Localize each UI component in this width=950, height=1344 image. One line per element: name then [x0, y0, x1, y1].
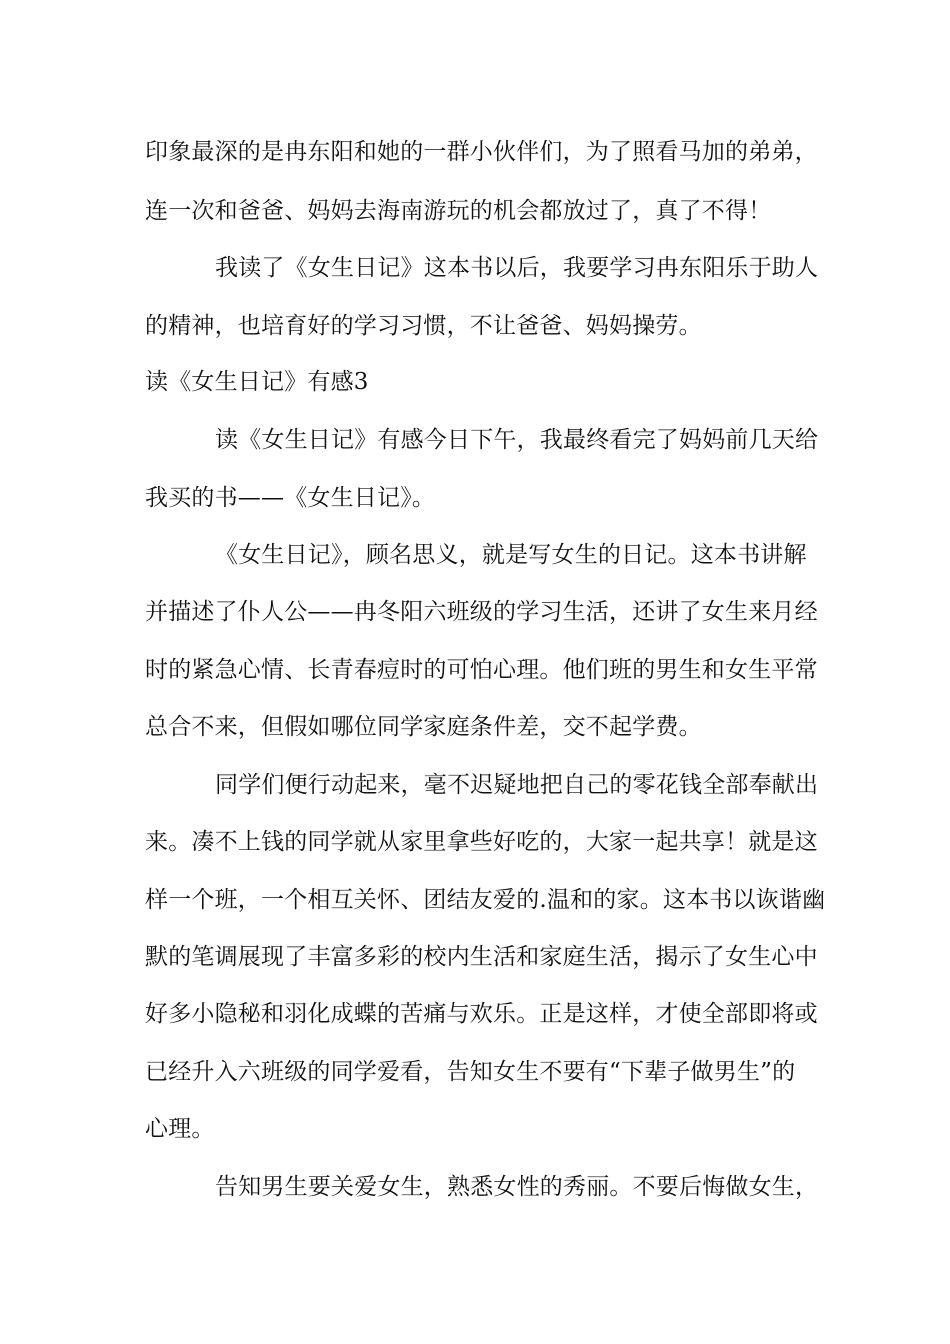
text-line: 并描述了仆人公——冉冬阳六班级的学习生活，还讲了女生来月经: [145, 599, 818, 625]
text-line: 总合不来，但假如哪位同学家庭条件差，交不起学费。: [145, 714, 702, 740]
section-heading: 读《女生日记》有感3: [145, 369, 369, 395]
paragraph-start-line: 《女生日记》，顾名思义，就是写女生的日记。这本书讲解: [215, 542, 807, 568]
text-line: 来。凑不上钱的同学就从家里拿些好吃的，大家一起共享！就是这: [145, 829, 818, 855]
text-line: 时的紧急心情、长青春痘时的可怕心理。他们班的男生和女生平常: [145, 657, 818, 683]
text-line: 好多小隐秘和羽化成蝶的苦痛与欢乐。正是这样，才使全部即将或: [145, 1001, 818, 1027]
text-line: 默的笔调展现了丰富多彩的校内生活和家庭生活，揭示了女生心中: [145, 944, 818, 970]
paragraph-start-line: 读《女生日记》有感今日下午，我最终看完了妈妈前几天给: [215, 427, 819, 453]
text-line: 连一次和爸爸、妈妈去海南游玩的机会都放过了，真了不得！: [145, 198, 772, 224]
paragraph-start-line: 同学们便行动起来，毫不迟疑地把自己的零花钱全部奉献出: [215, 772, 819, 798]
text-line: 的精神，也培育好的学习习惯，不让爸爸、妈妈操劳。: [145, 313, 702, 339]
text-line: 心理。: [145, 1116, 215, 1142]
text-line: 我买的书——《女生日记》。: [145, 485, 436, 511]
text-line: 已经升入六班级的同学爱看，告知女生不要有“下辈子做男生”的: [145, 1059, 796, 1085]
paragraph-start-line: 告知男生要关爱女生，熟悉女性的秀丽。不要后悔做女生，: [215, 1174, 819, 1200]
paragraph-start-line: 我读了《女生日记》这本书以后，我要学习冉东阳乐于助人: [215, 255, 819, 281]
text-line: 印象最深的是冉东阳和她的一群小伙伴们，为了照看马加的弟弟，: [145, 139, 818, 165]
text-line: 样一个班，一个相互关怀、团结友爱的.温和的家。这本书以诙谐幽: [145, 887, 826, 913]
